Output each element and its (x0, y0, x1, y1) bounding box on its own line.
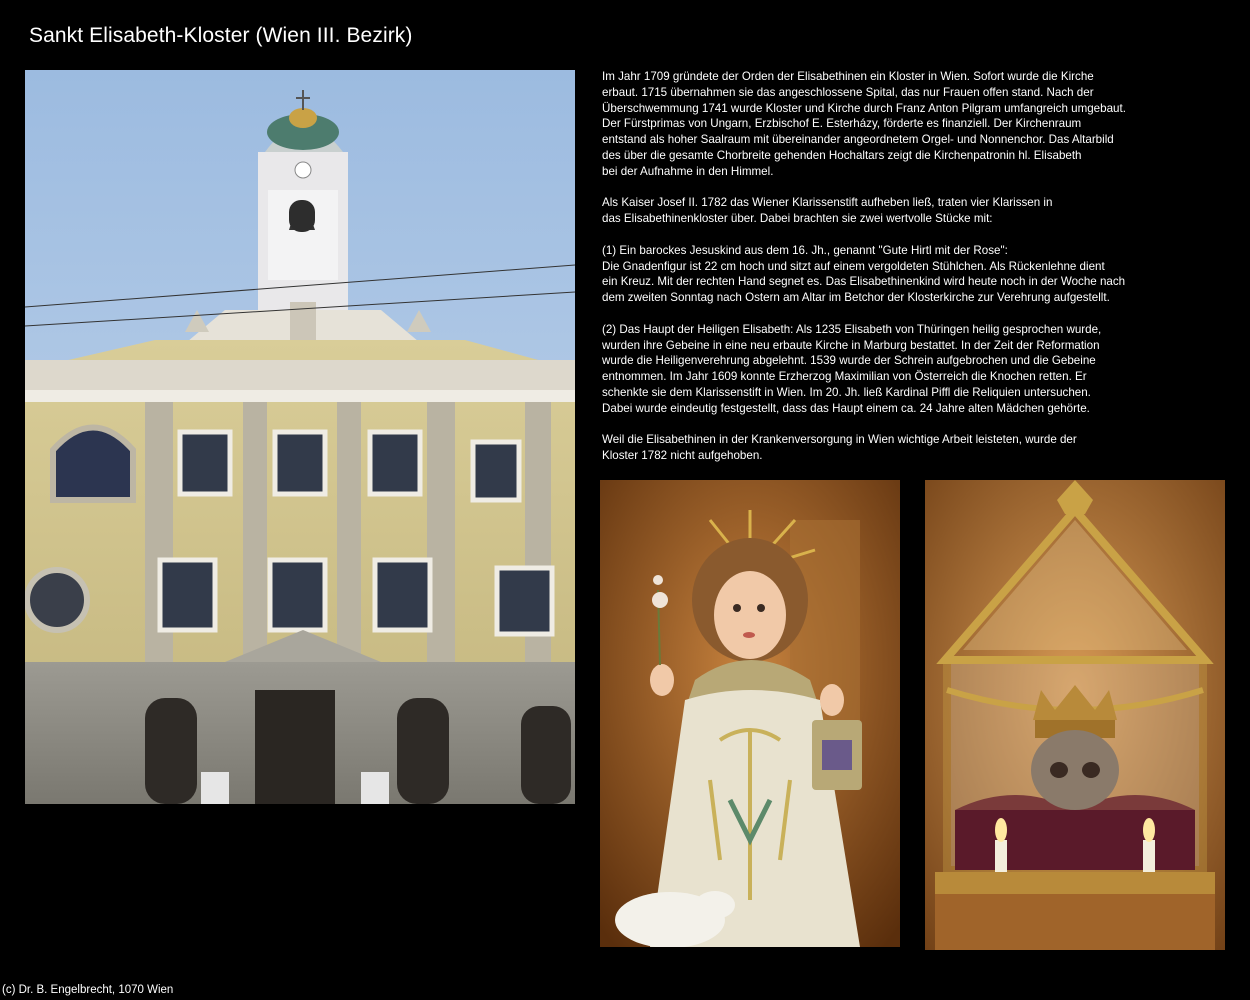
article-text (602, 69, 1162, 480)
paragraph-haupt-elisabeth (602, 322, 1162, 417)
text-line: Der Fürstprimas von Ungarn, Erzbischof E. Esterházy, förderte es finanziell. Der Kirchenraum (602, 117, 1082, 131)
text-line: wurden ihre Gebeine in eine neu erbaute Kirche in Marburg bestattet. In der Zeit der Reformation (602, 338, 1100, 352)
paragraph-krankenversorgung (602, 432, 1162, 464)
text-line: das Elisabethinenkloster über. Dabei brachten sie zwei wertvolle Stücke mit: (602, 212, 993, 226)
text-line: entstand als hoher Saalraum mit übereinander angeordnetem Orgel- und Nonnenchor. Das Altarbild (602, 133, 1114, 147)
reliquary-photo (925, 480, 1225, 950)
text-line: Kloster 1782 nicht aufgehoben. (602, 449, 763, 463)
text-line: Im Jahr 1709 gründete der Orden der Elisabethinen ein Kloster in Wien. Sofort wurde die Kirche (602, 70, 1094, 83)
text-line: schenkte sie dem Klarissenstift in Wien. Im 20. Jh. ließ Kardinal Piffl die Reliquien untersuchen. (602, 385, 1091, 399)
paragraph-jesuskind (602, 243, 1162, 306)
jesuskind-statue-photo (600, 480, 900, 947)
text-line: Weil die Elisabethinen in der Krankenversorgung in Wien wichtige Arbeit leisteten, wurde der (602, 433, 1077, 447)
text-line: (1) Ein barockes Jesuskind aus dem 16. Jh., genannt "Gute Hirtl mit der Rose": (602, 243, 1008, 257)
text-line: bei der Aufnahme in den Himmel. (602, 164, 774, 178)
text-line: entnommen. Im Jahr 1609 konnte Erzherzog Maximilian von Österreich die Knochen retten. Er (602, 370, 1087, 384)
church-facade-photo (25, 70, 575, 804)
text-line: Die Gnadenfigur ist 22 cm hoch und sitzt auf einem vergoldeten Stühlchen. Als Rückenlehne dient (602, 259, 1105, 273)
page-title: Sankt Elisabeth-Kloster (Wien III. Bezirk) (29, 24, 413, 47)
text-line: erbaut. 1715 übernahmen sie das angeschlossene Spital, das nur Frauen offen stand. Nach der (602, 85, 1094, 99)
text-line: des über die gesamte Chorbreite gehenden Hochaltars zeigt die Kirchenpatronin hl. Elisabeth (602, 148, 1082, 162)
paragraph-klarissen (602, 195, 1162, 227)
text-line: (2) Das Haupt der Heiligen Elisabeth: Als 1235 Elisabeth von Thüringen heilig gesprochen wurde, (602, 322, 1102, 336)
text-line: Überschwemmung 1741 wurde Kloster und Kirche durch Franz Anton Pilgram umfangreich umgebaut. (602, 101, 1126, 115)
text-line: ein Kreuz. Mit der rechten Hand segnet es. Das Elisabethinenkind wird heute noch in der Woche nach (602, 275, 1126, 289)
paragraph-history (602, 69, 1162, 180)
text-line: dem zweiten Sonntag nach Ostern am Altar im Betchor der Klosterkirche zur Verehrung aufgestellt. (602, 291, 1110, 305)
text-line: Dabei wurde eindeutig festgestellt, dass das Haupt einem ca. 24 Jahre alten Mädchen gehörte. (602, 401, 1090, 415)
text-line: wurde die Heiligenverehrung abgelehnt. 1539 wurde der Schrein aufgebrochen und die Gebeine (602, 354, 1096, 368)
text-line: Als Kaiser Josef II. 1782 das Wiener Klarissenstift aufheben ließ, traten vier Klarissen in (602, 196, 1053, 210)
copyright-footer: (c) Dr. B. Engelbrecht, 1070 Wien (2, 984, 174, 996)
